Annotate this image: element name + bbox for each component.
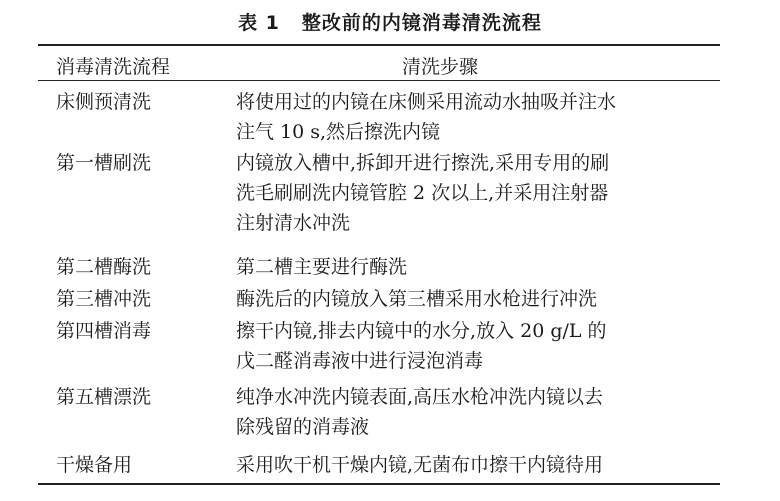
header-steps: 清洗步骤: [402, 56, 479, 78]
process-cell: 第四槽消毒: [56, 320, 152, 342]
header-rule: [38, 80, 720, 81]
steps-cell: [236, 450, 712, 480]
steps-line: 酶洗后的内镜放入第三槽采用水枪进行冲洗: [236, 288, 598, 310]
steps-line: 注气 10 s,然后擦洗内镜: [236, 121, 441, 143]
steps-line: 采用吹干机干燥内镜,无菌布巾擦干内镜待用: [236, 454, 604, 476]
steps-cell: [236, 252, 712, 282]
process-cell: 第五槽漂洗: [56, 386, 152, 408]
steps-cell: [236, 284, 712, 314]
steps-cell: [236, 382, 712, 442]
steps-line: 内镜放入槽中,拆卸开进行擦洗,采用专用的刷: [236, 152, 610, 174]
process-cell: 第一槽刷洗: [56, 152, 152, 174]
top-rule: [38, 44, 720, 46]
process-cell: 床侧预清洗: [56, 91, 152, 113]
table-title: 整改前的内镜消毒清洗流程: [301, 12, 542, 34]
steps-cell: [236, 87, 712, 147]
steps-line: 注射清水冲洗: [236, 212, 351, 234]
steps-line: 纯净水冲洗内镜表面,高压水枪冲洗内镜以去: [236, 386, 604, 408]
steps-line: 第二槽主要进行酶洗: [236, 256, 408, 278]
table-caption: [0, 8, 780, 35]
steps-line: 除残留的消毒液: [236, 416, 370, 438]
steps-line: 擦干内镜,排去内镜中的水分,放入 20 g/L 的: [236, 320, 607, 342]
bottom-rule: [38, 483, 720, 485]
steps-cell: [236, 148, 712, 238]
process-cell: 第三槽冲洗: [56, 288, 152, 310]
process-cell: 干燥备用: [56, 454, 133, 476]
steps-cell: [236, 316, 712, 376]
steps-line: 戊二醛消毒液中进行浸泡消毒: [236, 350, 484, 372]
header-process: 消毒清洗流程: [56, 56, 171, 78]
process-cell: 第二槽酶洗: [56, 256, 152, 278]
steps-line: 洗毛刷刷洗内镜管腔 2 次以上,并采用注射器: [236, 182, 609, 204]
table-label: 表 1: [238, 12, 280, 34]
steps-line: 将使用过的内镜在床侧采用流动水抽吸并注水: [236, 91, 617, 113]
